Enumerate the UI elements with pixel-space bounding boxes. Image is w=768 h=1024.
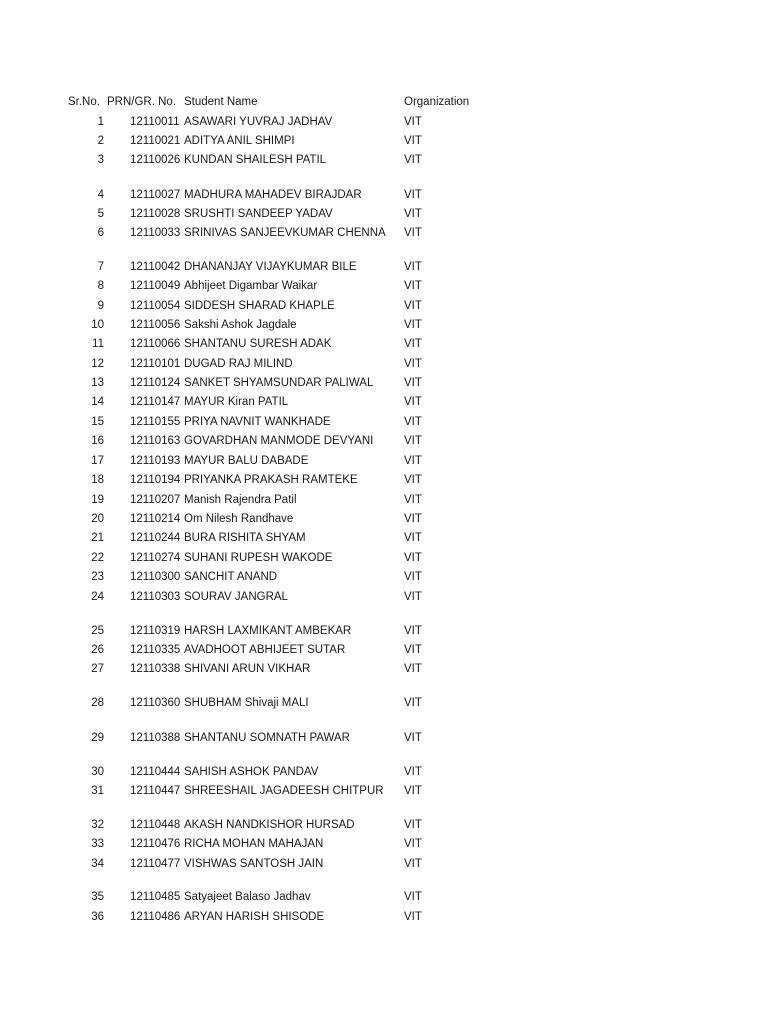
table-row: [0, 280, 768, 296]
row-student-name: SANCHIT ANAND: [184, 571, 278, 583]
row-student-name: ASAWARI YUVRAJ JADHAV: [184, 116, 333, 128]
table-row: [0, 377, 768, 393]
row-sr-no: 34: [91, 858, 104, 870]
row-prn: 12110056: [130, 319, 181, 331]
row-organization: VIT: [404, 377, 422, 389]
row-prn: 12110028: [130, 208, 181, 220]
row-student-name: Satyajeet Balaso Jadhav: [184, 891, 311, 903]
row-student-name: AVADHOOT ABHIJEET SUTAR: [184, 644, 346, 656]
row-prn: 12110447: [130, 785, 181, 797]
row-student-name: PRIYANKA PRAKASH RAMTEKE: [184, 474, 358, 486]
row-sr-no: 20: [91, 513, 104, 525]
row-organization: VIT: [404, 435, 422, 447]
row-organization: VIT: [404, 154, 422, 166]
row-organization: VIT: [404, 838, 422, 850]
row-organization: VIT: [404, 571, 422, 583]
row-organization: VIT: [404, 785, 422, 797]
table-row: [0, 819, 768, 835]
row-student-name: SUHANI RUPESH WAKODE: [184, 552, 333, 564]
row-prn: 12110147: [130, 396, 181, 408]
table-row: [0, 766, 768, 782]
row-student-name: SRINIVAS SANJEEVKUMAR CHENNA: [184, 227, 386, 239]
row-sr-no: 22: [91, 552, 104, 564]
table-row: [0, 571, 768, 587]
row-prn: 12110026: [130, 154, 181, 166]
row-student-name: PRIYA NAVNIT WANKHADE: [184, 416, 331, 428]
row-student-name: Manish Rajendra Patil: [184, 494, 297, 506]
row-sr-no: 17: [91, 455, 104, 467]
row-organization: VIT: [404, 625, 422, 637]
row-organization: VIT: [404, 261, 422, 273]
row-organization: VIT: [404, 663, 422, 675]
row-organization: VIT: [404, 474, 422, 486]
row-prn: 12110101: [130, 358, 181, 370]
table-row: [0, 189, 768, 205]
row-prn: 12110486: [130, 911, 181, 923]
row-organization: VIT: [404, 300, 422, 312]
row-student-name: MADHURA MAHADEV BIRAJDAR: [184, 189, 362, 201]
row-prn: 12110444: [130, 766, 181, 778]
row-student-name: SANKET SHYAMSUNDAR PALIWAL: [184, 377, 374, 389]
row-sr-no: 7: [97, 261, 104, 273]
row-organization: VIT: [404, 338, 422, 350]
row-sr-no: 24: [91, 591, 104, 603]
row-prn: 12110049: [130, 280, 181, 292]
row-prn: 12110042: [130, 261, 181, 273]
table-row: [0, 663, 768, 679]
header-student-name: Student Name: [184, 96, 258, 108]
row-sr-no: 27: [91, 663, 104, 675]
row-student-name: SIDDESH SHARAD KHAPLE: [184, 300, 335, 312]
row-prn: 12110319: [130, 625, 181, 637]
row-sr-no: 19: [91, 494, 104, 506]
row-sr-no: 16: [91, 435, 104, 447]
row-organization: VIT: [404, 911, 422, 923]
row-sr-no: 13: [91, 377, 104, 389]
table-row: [0, 494, 768, 510]
header-prn: PRN/GR. No.: [107, 96, 177, 108]
row-sr-no: 18: [91, 474, 104, 486]
row-student-name: BURA RISHITA SHYAM: [184, 532, 306, 544]
row-student-name: Om Nilesh Randhave: [184, 513, 294, 525]
table-row: [0, 261, 768, 277]
row-organization: VIT: [404, 319, 422, 331]
row-sr-no: 32: [91, 819, 104, 831]
row-prn: 12110388: [130, 732, 181, 744]
table-row: [0, 358, 768, 374]
table-row: [0, 532, 768, 548]
row-sr-no: 6: [97, 227, 104, 239]
row-organization: VIT: [404, 135, 422, 147]
row-student-name: SHREESHAIL JAGADEESH CHITPUR: [184, 785, 384, 797]
row-student-name: Abhijeet Digambar Waikar: [184, 280, 318, 292]
row-prn: 12110193: [130, 455, 181, 467]
row-organization: VIT: [404, 766, 422, 778]
row-prn: 12110054: [130, 300, 181, 312]
row-student-name: GOVARDHAN MANMODE DEVYANI: [184, 435, 374, 447]
row-student-name: KUNDAN SHAILESH PATIL: [184, 154, 327, 166]
table-row: [0, 474, 768, 490]
table-row: [0, 697, 768, 713]
row-student-name: SOURAV JANGRAL: [184, 591, 288, 603]
row-sr-no: 33: [91, 838, 104, 850]
row-student-name: SAHISH ASHOK PANDAV: [184, 766, 319, 778]
row-sr-no: 25: [91, 625, 104, 637]
row-organization: VIT: [404, 116, 422, 128]
row-prn: 12110335: [130, 644, 181, 656]
row-organization: VIT: [404, 891, 422, 903]
row-prn: 12110011: [130, 116, 180, 128]
row-prn: 12110155: [130, 416, 181, 428]
table-row: [0, 552, 768, 568]
table-row: [0, 208, 768, 224]
row-student-name: RICHA MOHAN MAHAJAN: [184, 838, 324, 850]
row-prn: 12110476: [130, 838, 181, 850]
row-organization: VIT: [404, 819, 422, 831]
table-row: [0, 116, 768, 132]
row-organization: VIT: [404, 280, 422, 292]
table-row: [0, 911, 768, 927]
table-row: [0, 227, 768, 243]
table-row: [0, 838, 768, 854]
row-organization: VIT: [404, 513, 422, 525]
row-sr-no: 4: [97, 189, 104, 201]
row-prn: 12110124: [130, 377, 181, 389]
row-sr-no: 36: [91, 911, 104, 923]
row-sr-no: 29: [91, 732, 104, 744]
row-student-name: MAYUR Kiran PATIL: [184, 396, 289, 408]
row-sr-no: 23: [91, 571, 104, 583]
row-sr-no: 5: [97, 208, 104, 220]
table-row: [0, 435, 768, 451]
row-student-name: SHANTANU SOMNATH PAWAR: [184, 732, 350, 744]
row-sr-no: 1: [97, 116, 104, 128]
row-organization: VIT: [404, 358, 422, 370]
row-student-name: Sakshi Ashok Jagdale: [184, 319, 297, 331]
row-prn: 12110021: [130, 135, 181, 147]
row-organization: VIT: [404, 189, 422, 201]
row-prn: 12110477: [130, 858, 181, 870]
row-prn: 12110303: [130, 591, 181, 603]
row-prn: 12110338: [130, 663, 181, 675]
row-organization: VIT: [404, 732, 422, 744]
table-row: [0, 785, 768, 801]
row-organization: VIT: [404, 591, 422, 603]
row-sr-no: 14: [91, 396, 104, 408]
table-row: [0, 891, 768, 907]
row-prn: 12110163: [130, 435, 181, 447]
table-row: [0, 135, 768, 151]
row-sr-no: 15: [91, 416, 104, 428]
row-student-name: ARYAN HARISH SHISODE: [184, 911, 325, 923]
row-student-name: VISHWAS SANTOSH JAIN: [184, 858, 324, 870]
row-organization: VIT: [404, 455, 422, 467]
row-organization: VIT: [404, 494, 422, 506]
row-sr-no: 12: [91, 358, 104, 370]
row-sr-no: 11: [92, 338, 104, 350]
row-prn: 12110360: [130, 697, 181, 709]
row-sr-no: 3: [97, 154, 104, 166]
table-row: [0, 319, 768, 335]
row-sr-no: 35: [91, 891, 104, 903]
row-prn: 12110244: [130, 532, 181, 544]
row-student-name: ADITYA ANIL SHIMPI: [184, 135, 295, 147]
table-row: [0, 858, 768, 874]
row-prn: 12110066: [130, 338, 181, 350]
row-organization: VIT: [404, 532, 422, 544]
table-row: [0, 300, 768, 316]
header-sr-no: Sr.No.: [68, 96, 100, 108]
row-organization: VIT: [404, 416, 422, 428]
row-student-name: AKASH NANDKISHOR HURSAD: [184, 819, 355, 831]
row-sr-no: 8: [97, 280, 104, 292]
row-student-name: SHANTANU SURESH ADAK: [184, 338, 332, 350]
table-row: [0, 338, 768, 354]
row-prn: 12110194: [130, 474, 181, 486]
table-row: [0, 396, 768, 412]
row-prn: 12110300: [130, 571, 181, 583]
row-student-name: DUGAD RAJ MILIND: [184, 358, 293, 370]
row-organization: VIT: [404, 208, 422, 220]
table-row: [0, 644, 768, 660]
row-organization: VIT: [404, 396, 422, 408]
row-sr-no: 28: [91, 697, 104, 709]
header-organization: Organization: [404, 96, 470, 108]
table-row: [0, 154, 768, 170]
row-sr-no: 31: [91, 785, 104, 797]
row-prn: 12110027: [130, 189, 181, 201]
row-organization: VIT: [404, 858, 422, 870]
row-prn: 12110207: [130, 494, 181, 506]
row-student-name: SHUBHAM Shivaji MALI: [184, 697, 309, 709]
row-student-name: SRUSHTI SANDEEP YADAV: [184, 208, 333, 220]
row-sr-no: 10: [91, 319, 104, 331]
table-row: [0, 416, 768, 432]
table-row: [0, 625, 768, 641]
row-prn: 12110214: [130, 513, 181, 525]
row-sr-no: 30: [91, 766, 104, 778]
table-row: [0, 513, 768, 529]
row-student-name: HARSH LAXMIKANT AMBEKAR: [184, 625, 352, 637]
table-row: [0, 732, 768, 748]
row-student-name: DHANANJAY VIJAYKUMAR BILE: [184, 261, 357, 273]
table-row: [0, 455, 768, 471]
row-prn: 12110274: [130, 552, 181, 564]
row-prn: 12110033: [130, 227, 181, 239]
row-prn: 12110485: [130, 891, 181, 903]
row-organization: VIT: [404, 697, 422, 709]
row-sr-no: 2: [97, 135, 104, 147]
table-row: [0, 591, 768, 607]
row-student-name: SHIVANI ARUN VIKHAR: [184, 663, 311, 675]
row-sr-no: 21: [91, 532, 104, 544]
row-organization: VIT: [404, 552, 422, 564]
row-prn: 12110448: [130, 819, 181, 831]
row-student-name: MAYUR BALU DABADE: [184, 455, 309, 467]
row-organization: VIT: [404, 227, 422, 239]
row-organization: VIT: [404, 644, 422, 656]
row-sr-no: 26: [91, 644, 104, 656]
row-sr-no: 9: [97, 300, 104, 312]
